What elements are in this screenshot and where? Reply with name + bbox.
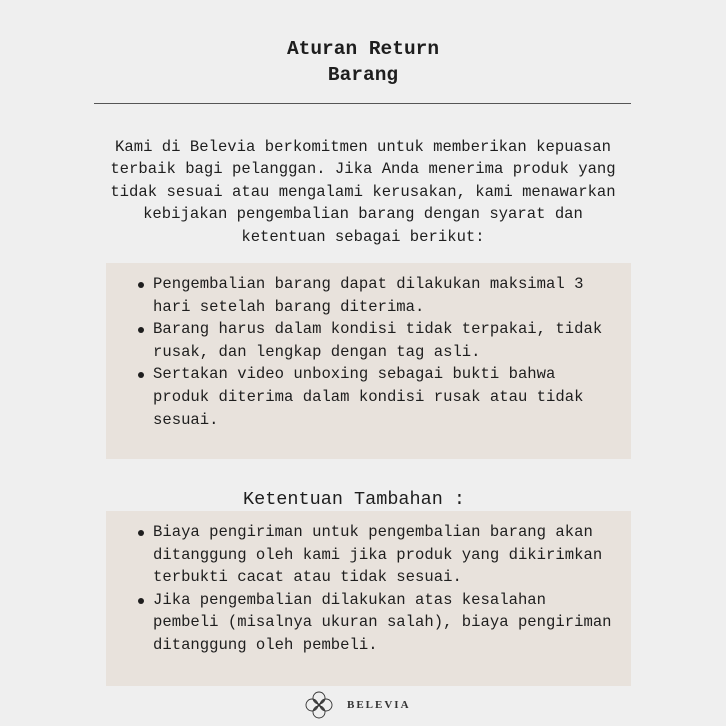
bullet-icon [138, 327, 144, 333]
additional-item [153, 521, 617, 589]
rule-text: Sertakan video unboxing sebagai bukti bahwa produk diterima dalam kondisi rusak atau tidak sesuai. [153, 365, 584, 429]
rule-text: Pengembalian barang dapat dilakukan maksimal 3 hari setelah barang diterima. [153, 275, 584, 316]
rule-item [153, 318, 617, 363]
rule-item [153, 273, 617, 318]
additional-item [153, 589, 617, 657]
intro-paragraph: Kami di Belevia berkomitmen untuk memberikan kepuasan terbaik bagi pelanggan. Jika Anda menerima produk yang tidak sesuai atau mengalami kerusakan, kami menawarkan kebijakan pengembalian barang dengan syarat dan ketentuan sebagai berikut: [110, 138, 616, 246]
brand-name: BELEVIA [347, 699, 411, 711]
bullet-icon [138, 598, 144, 604]
brand-footer [305, 691, 411, 719]
bullet-icon [138, 530, 144, 536]
rule-item [153, 363, 617, 431]
bullet-icon [138, 372, 144, 378]
bullet-icon [138, 282, 144, 288]
additional-box [106, 511, 631, 686]
additional-heading: Ketentuan Tambahan : [243, 489, 466, 510]
divider [94, 103, 631, 104]
page-title [0, 36, 726, 88]
title-line-2: Barang [327, 64, 399, 86]
additional-text: Biaya pengiriman untuk pengembalian barang akan ditanggung oleh kami jika produk yang dikirimkan terbukti cacat atau tidak sesuai. [153, 523, 603, 587]
rules-box [106, 263, 631, 459]
rule-text: Barang harus dalam kondisi tidak terpakai, tidak rusak, dan lengkap dengan tag asli. [153, 320, 603, 361]
additional-text: Jika pengembalian dilakukan atas kesalahan pembeli (misalnya ukuran salah), biaya pengiriman ditanggung oleh pembeli. [153, 590, 612, 654]
title-line-1: Aturan Return [286, 38, 440, 60]
flower-logo-icon [305, 691, 333, 719]
